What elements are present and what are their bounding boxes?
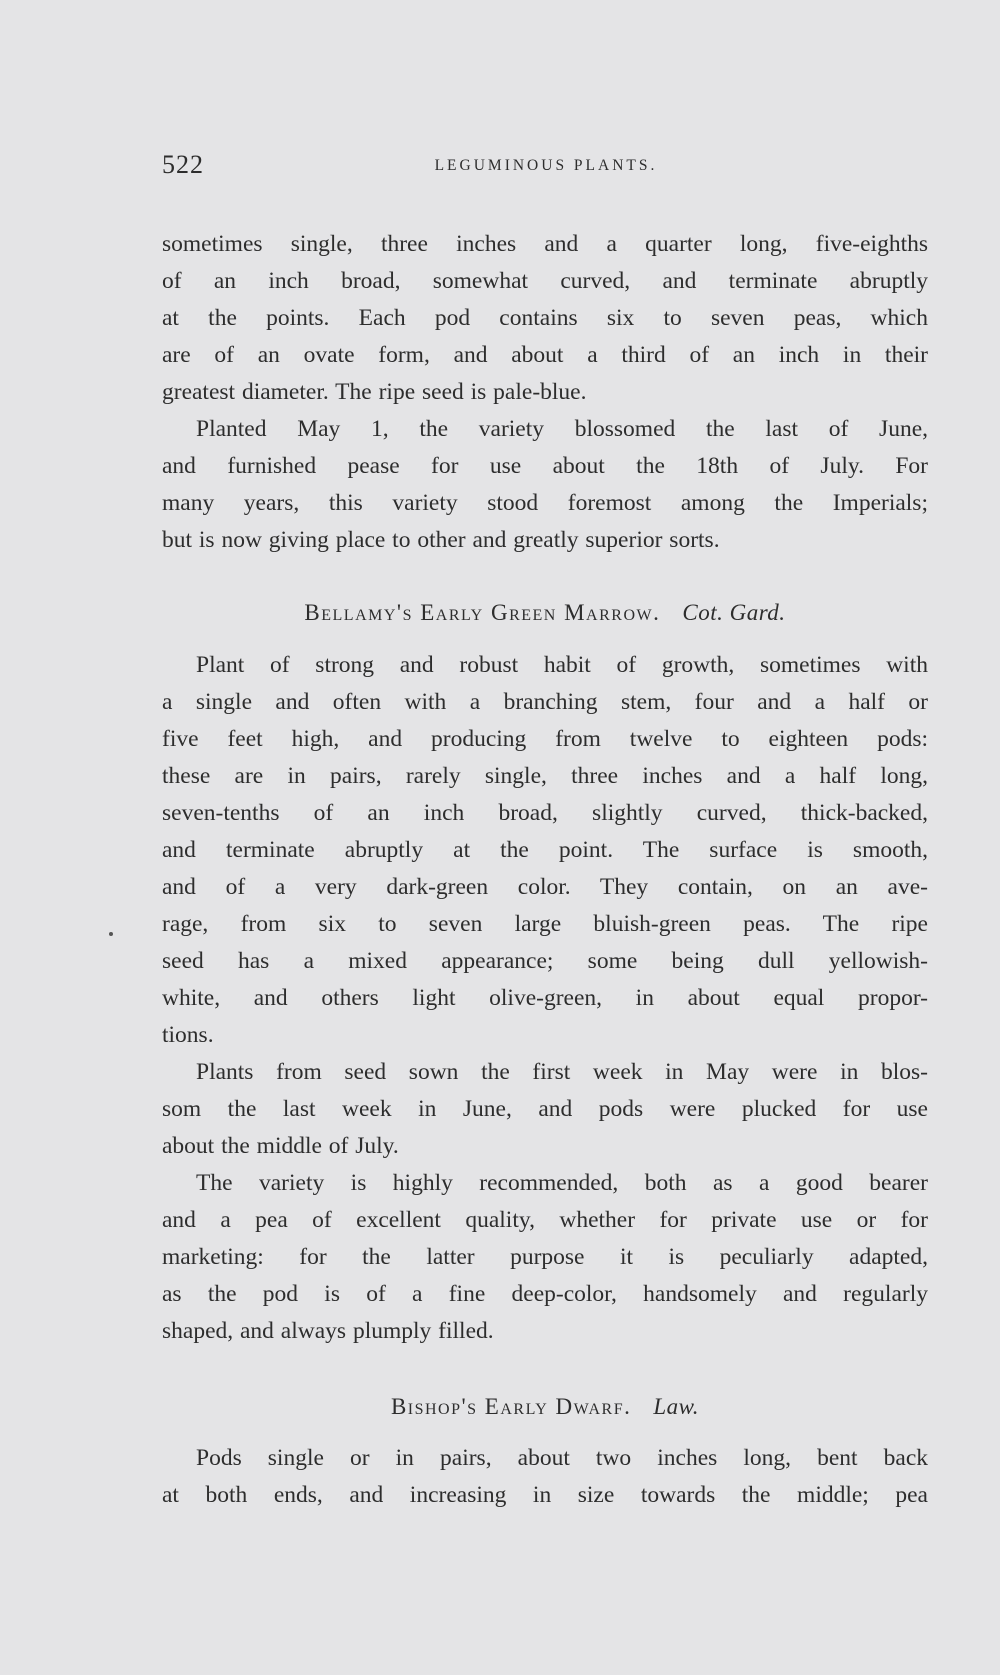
text-line: about the middle of July.	[162, 1133, 399, 1159]
section-heading-bellamys	[162, 600, 928, 626]
text-line: marketing: for the latter purpose it is peculiarly adapted,	[162, 1244, 928, 1270]
text-block-imperial-continued	[162, 226, 928, 559]
variety-name: Bishop's Early Dwarf.	[390, 1394, 632, 1419]
text-line: and furnished pease for use about the 18th of July. For	[162, 453, 928, 479]
variety-authority: Law.	[653, 1394, 700, 1419]
text-line: rage, from six to seven large bluish-green peas. The ripe	[162, 911, 928, 937]
text-line: white, and others light olive-green, in about equal propor-	[162, 985, 928, 1011]
text-line: and of a very dark-green color. They contain, on an ave-	[162, 874, 928, 900]
page-number: 522	[162, 150, 204, 179]
text-line: but is now giving place to other and greatly superior sorts.	[162, 527, 720, 553]
text-line: Planted May 1, the variety blossomed the last of June,	[196, 416, 928, 442]
variety-authority: Cot. Gard.	[682, 600, 786, 625]
text-line: are of an ovate form, and about a third of an inch in their	[162, 342, 928, 368]
text-line: Plants from seed sown the first week in May were in blos-	[196, 1059, 928, 1085]
text-line: many years, this variety stood foremost among the Imperials;	[162, 490, 928, 516]
text-line: greatest diameter. The ripe seed is pale-blue.	[162, 379, 587, 405]
text-line: a single and often with a branching stem, four and a half or	[162, 689, 928, 715]
text-line: at the points. Each pod contains six to seven peas, which	[162, 305, 928, 331]
text-line: The variety is highly recommended, both as a good bearer	[196, 1170, 928, 1196]
text-line: Pods single or in pairs, about two inches long, bent back	[196, 1445, 928, 1471]
text-line: at both ends, and increasing in size towards the middle; pea	[162, 1482, 928, 1508]
text-line: seed has a mixed appearance; some being dull yellowish-	[162, 948, 928, 974]
text-line: five feet high, and producing from twelve to eighteen pods:	[162, 726, 928, 752]
text-line: Plant of strong and robust habit of growth, sometimes with	[196, 652, 928, 678]
text-block-bishops	[162, 1440, 928, 1514]
text-line: som the last week in June, and pods were plucked for use	[162, 1096, 928, 1122]
text-line: sometimes single, three inches and a quarter long, five-eighths	[162, 231, 928, 257]
text-block-bellamys	[162, 647, 928, 1350]
running-head-title: LEGUMINOUS PLANTS.	[434, 157, 658, 174]
variety-name: Bellamy's Early Green Marrow.	[304, 600, 661, 625]
ink-speck	[109, 932, 113, 936]
text-line: and a pea of excellent quality, whether for private use or for	[162, 1207, 928, 1233]
text-line: seven-tenths of an inch broad, slightly curved, thick-backed,	[162, 800, 928, 826]
text-line: shaped, and always plumply filled.	[162, 1318, 494, 1344]
running-head	[162, 150, 930, 186]
text-line: and terminate abruptly at the point. The surface is smooth,	[162, 837, 928, 863]
text-line: of an inch broad, somewhat curved, and terminate abruptly	[162, 268, 928, 294]
text-line: these are in pairs, rarely single, three inches and a half long,	[162, 763, 928, 789]
text-line: tions.	[162, 1022, 214, 1048]
text-line: as the pod is of a fine deep-color, handsomely and regularly	[162, 1281, 928, 1307]
section-heading-bishops	[162, 1394, 928, 1420]
